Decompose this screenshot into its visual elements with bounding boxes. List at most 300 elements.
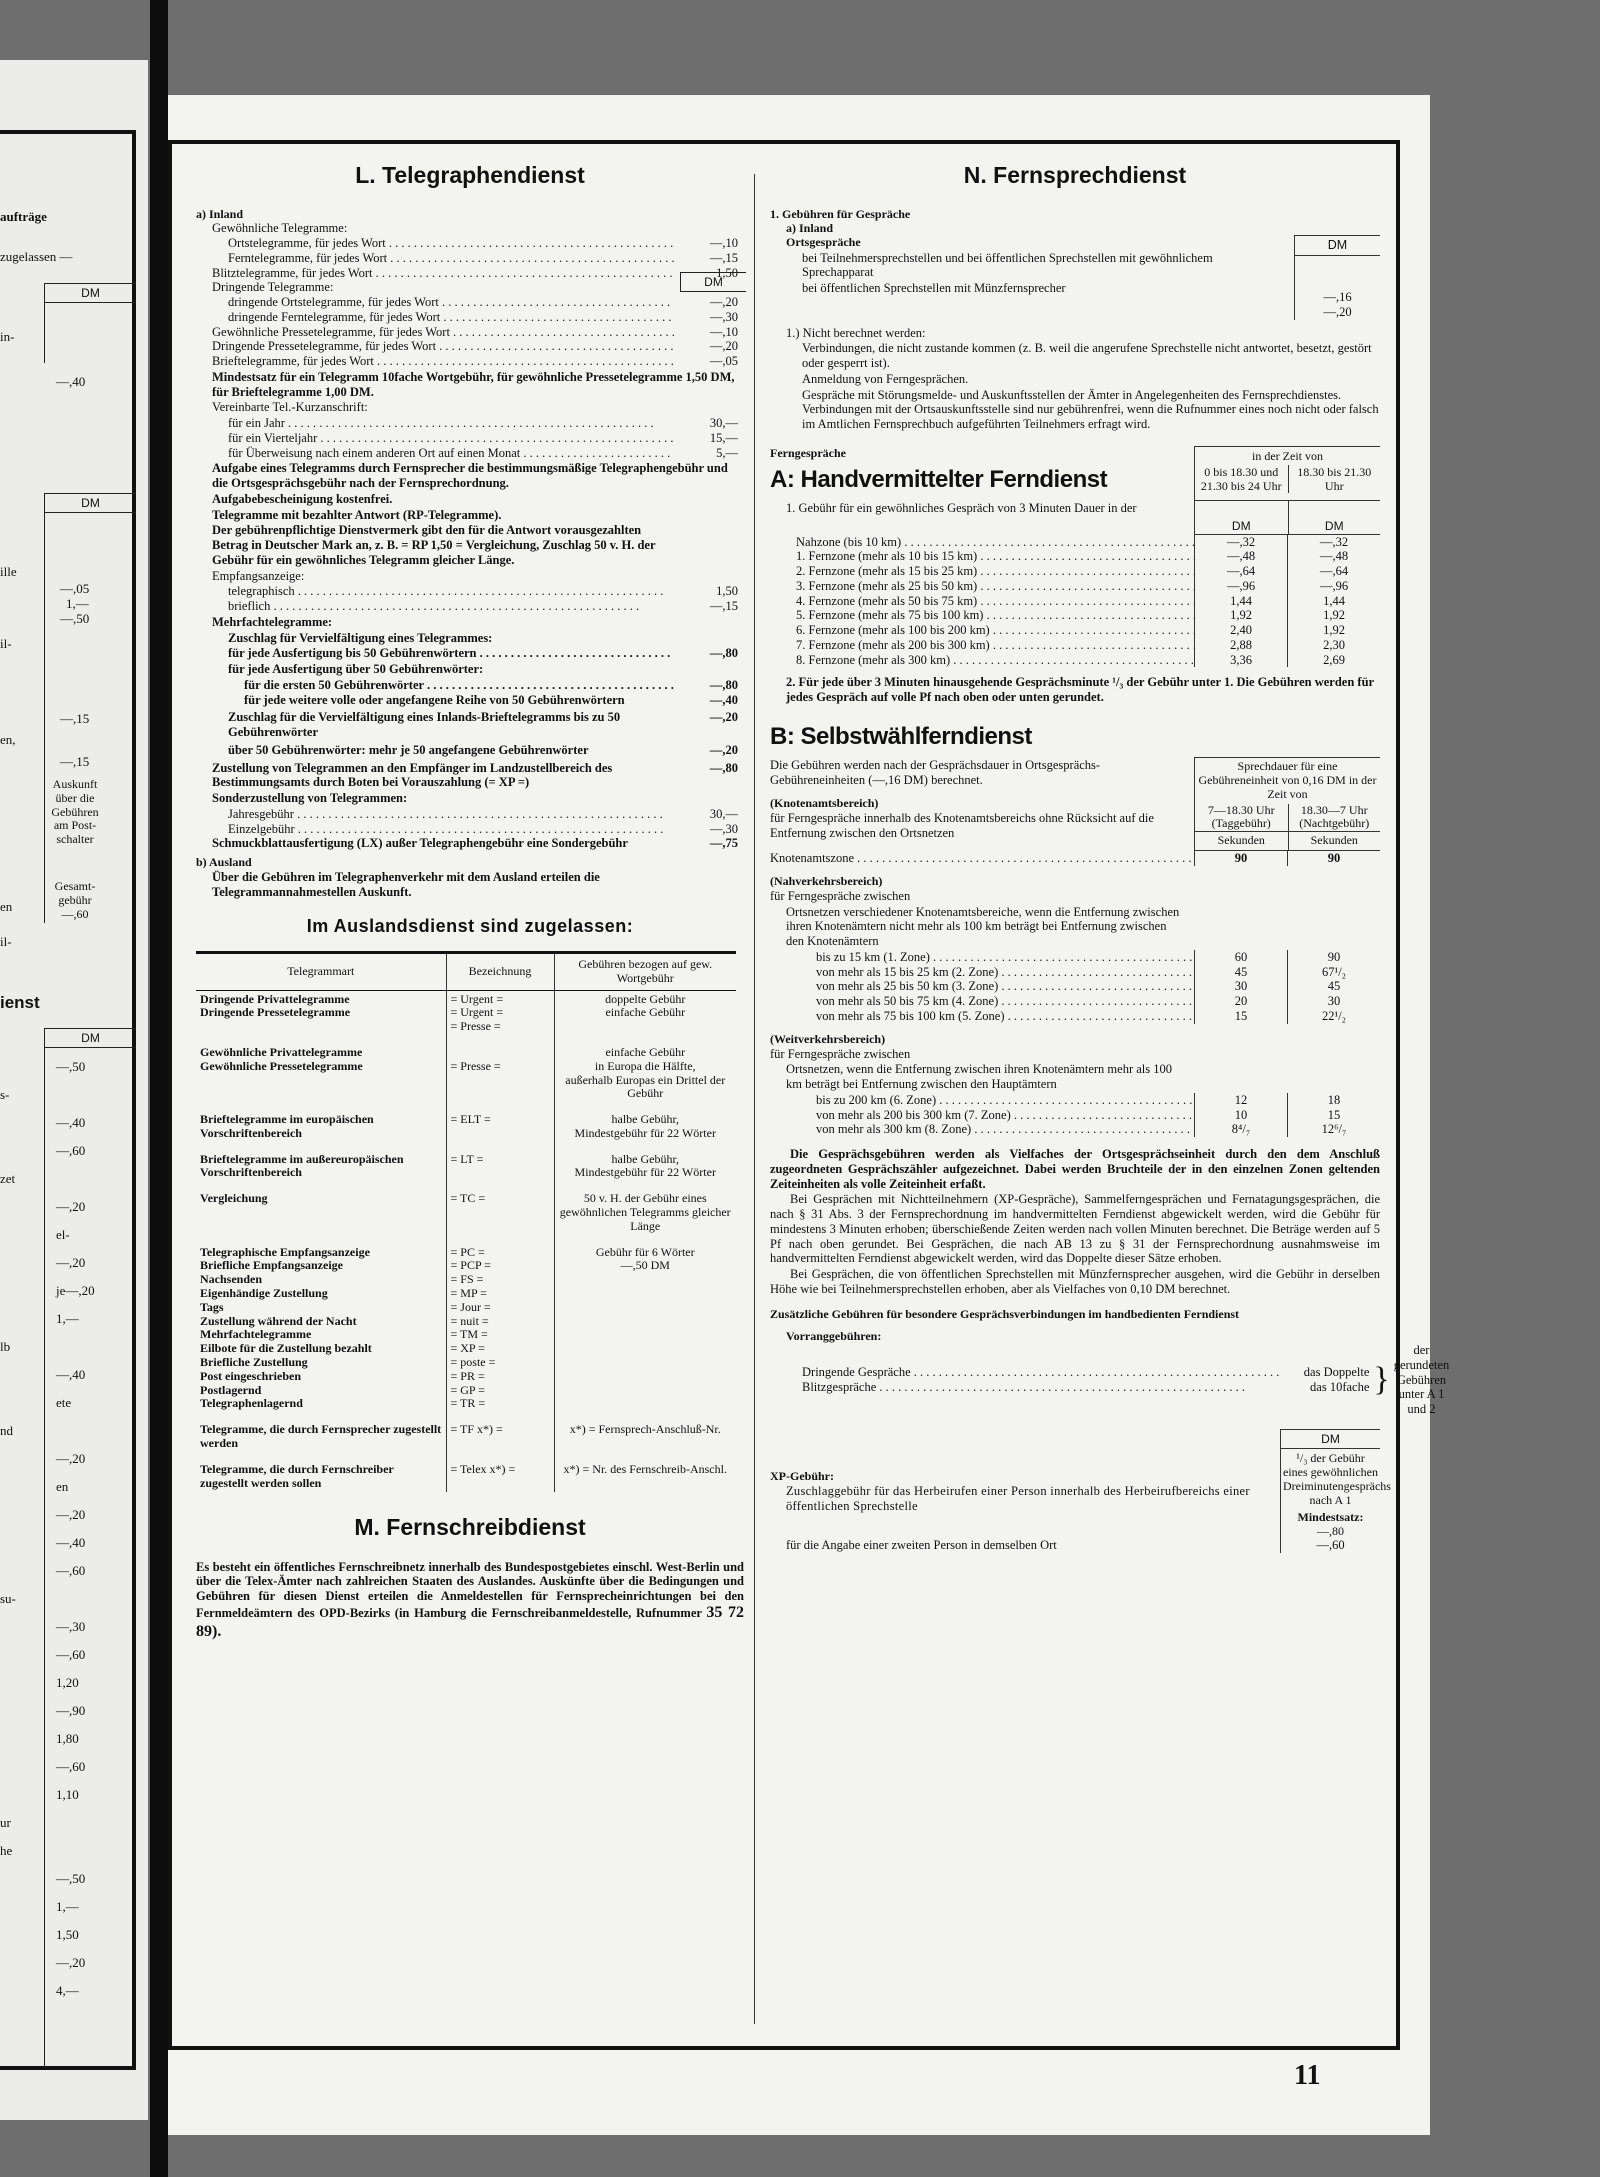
gap-cell (196, 1236, 446, 1244)
sprechdauer-col-2: 18.30—7 Uhr (Nachtgebühr) (1288, 804, 1381, 832)
zone-row (770, 579, 1380, 594)
table-cell: = ELT = (446, 1111, 554, 1143)
mehrfach-ueber-50: für jede Ausfertigung über 50 Gebührenwörter: (228, 662, 484, 677)
zeit-columns (1195, 465, 1380, 493)
rate-label: brieflich . . . (228, 599, 674, 614)
left-text: en (0, 899, 13, 914)
rate-value: 30,— (709, 806, 738, 821)
rate-row (196, 221, 744, 236)
left-value: —,40 (56, 1115, 86, 1130)
rate-label: Gewöhnliche Telegramme: (212, 221, 348, 236)
zone-row (770, 994, 1380, 1009)
left-value: —,20 (56, 1955, 86, 1970)
sprechdauer-heading: Sprechdauer für eine Gebühreneinheit von 0,16 DM in der Zeit von (1195, 757, 1380, 803)
rate-label: für die ersten 50 Gebührenwörter . . . (244, 678, 674, 693)
left-value: —,30 (56, 1619, 86, 1634)
gap-cell (446, 1413, 554, 1421)
left-value: —,20 (56, 1255, 86, 1270)
mindestsatz-label: Mindestsatz: (1297, 1509, 1364, 1524)
zeit-col-1: 0 bis 18.30 und 21.30 bis 24 Uhr (1200, 465, 1282, 494)
gap-cell (554, 1413, 736, 1421)
rate-value: —,60 (1280, 1538, 1380, 1553)
gap-cell (554, 1182, 736, 1190)
nicht-berechnet-3: Gespräche mit Störungsmelde- und Auskunftsstellen der Ämter in Angelegenheiten des Fernsprechdienstes. Verbindungen mit der Ortsauskunftsstelle sind nur gebührenfrei, wenn die Rufnummer eines noch nicht oder falsch im Amtlichen Fernsprechbuch aufgeführten Teilnehmers erfragt wird. (802, 387, 1379, 432)
zone-label: bis zu 15 km (1. Zone) . . . (770, 950, 1194, 965)
zone-intro: 1. Gebühr für ein gewöhnliches Gespräch von 3 Minuten Dauer in der (786, 501, 1137, 516)
rate-label: für die Angabe einer zweiten Person in demselben Ort (786, 1537, 1057, 1552)
zeit-heading: in der Zeit von (1252, 448, 1323, 463)
table-row (196, 1190, 736, 1235)
ortsgespraeche-values (1294, 235, 1380, 319)
zone-value: 90 (1287, 950, 1380, 965)
dm-headers (1194, 500, 1380, 534)
rate-value: 15,— (709, 430, 738, 445)
nahverkehr-text-2: Ortsnetzen verschiedener Knotenamtsbereiche, wenn die Entfernung zwischen ihren Knotenämtern nicht mehr als 100 km beträgt bei Entfernung zwischen den Knotenämtern (786, 904, 1180, 949)
left-text: in- (0, 329, 15, 344)
left-text: il- (0, 934, 12, 949)
rate-label: Dringende Pressetelegramme, für jedes Wort . . . (212, 339, 674, 354)
note-paragraph-2: Bei Gesprächen mit Nichtteilnehmern (XP-Gespräche), Sammelferngesprächen und Fernatagungsgesprächen, die nach § 31 Abs. 3 der Fernsprechordnung im handvermittelten Ferndienst abgewickelt werden, wird die Gebühr für mindestens 3 Minuten erhoben; überschießende Zeiten werden nach vollen Minuten berechnet. Die Beträge werden auf 5 Pf nach oben gerundet. Bei Gesprächen, die nach AB 13 zu § 31 der Fernsprechordnung ausnahmsweise im handvermittelten Ferndienst abgewickelt werden, wird das Doppelte dieser Sätze erhoben. (770, 1192, 1380, 1266)
xp-values (1280, 1429, 1391, 1538)
section-title-fernsprechdienst: N. Fernsprechdienst (963, 162, 1187, 188)
zone-value: —,48 (1194, 549, 1287, 564)
left-value: 4,— (56, 1983, 79, 1998)
knotenamt-heading: (Knotenamtsbereich) (770, 795, 879, 810)
table-row (196, 990, 736, 1036)
zusatzminute-text: 2. Für jede über 3 Minuten hinausgehende Gesprächsminute ¹/₃ der Gebühr unter 1. Die Gebühren werden für jedes Gespräch auf volle Pf nach oben oder unten gerundet. (786, 675, 1374, 705)
zone-value: —,32 (1194, 535, 1287, 550)
left-value: —,90 (56, 1703, 86, 1718)
zone-row (770, 549, 1380, 564)
fernschreib-text (196, 1560, 744, 1642)
fernschreib-number: 35 72 89). (196, 1603, 745, 1640)
selbstwaehl-text (770, 757, 1194, 851)
left-text: en, (0, 732, 16, 747)
table-cell: = Telex x*) = (446, 1461, 554, 1493)
zone-value: 67¹/₂ (1287, 965, 1380, 980)
zone-value: 15 (1194, 1009, 1287, 1024)
table-row (196, 1461, 736, 1493)
zone-value: 1,92 (1194, 608, 1287, 623)
left-value: el- (56, 1227, 70, 1242)
rate-label: dringende Ortstelegramme, für jedes Wort . . . (228, 295, 674, 310)
zone-value: 22¹/₂ (1287, 1009, 1380, 1024)
nicht-berechnet-2: Anmeldung von Ferngesprächen. (802, 371, 969, 386)
rate-label: Brieftelegramme, für jedes Wort . . . (212, 354, 674, 369)
selbstwaehlferndienst-title: B: Selbstwählferndienst (770, 722, 1032, 750)
left-value: 1,— (56, 1899, 79, 1914)
rate-value: —,80 (709, 646, 738, 661)
table-cell: Gewöhnliche Privattelegramme Gewöhnliche Pressetelegramme (200, 1044, 363, 1073)
rate-label: für ein Vierteljahr . . . (228, 431, 674, 446)
telegram-rates (196, 221, 744, 369)
vorrang-value: das Doppelte (1303, 1365, 1370, 1380)
column-divider (754, 174, 755, 2024)
table-cell: x*) = Nr. des Fernschreib-Anschl. (554, 1461, 736, 1493)
left-value: —,40 (56, 374, 86, 389)
rate-row (196, 431, 744, 446)
document-page (168, 95, 1450, 2135)
sekunden-header: Sekunden (1217, 833, 1265, 848)
mehrfach-zuschlag: Zuschlag für Vervielfältigung eines Telegrammes: (228, 630, 493, 645)
knotenamt-text: für Ferngespräche innerhalb des Knotenamtsbereichs ohne Rücksicht auf die Entfernung zwischen den Ortsnetzen (770, 810, 1154, 840)
knotenamt-row (770, 851, 1380, 866)
rate-label: Knotenamtszone . . . (770, 851, 1194, 866)
zone-value: 2,69 (1287, 653, 1380, 668)
left-value: 1,— (66, 596, 89, 611)
aufgabe-text: Aufgabe eines Telegramms durch Fernsprecher die bestimmungsmäßige Telegraphengebühr und die Ortsgesprächsgebühr nach der Fernsprechordnung. (212, 461, 728, 491)
zone-value: 45 (1194, 965, 1287, 980)
left-value: —,60 (56, 1647, 86, 1662)
rate-row (196, 446, 744, 461)
rate-value: —,80 (1317, 1523, 1344, 1538)
section-title-telegraphendienst: L. Telegraphendienst (355, 162, 585, 188)
table-cell: 50 v. H. der Gebühr eines gewöhnlichen Telegramms gleicher Länge (554, 1190, 736, 1235)
rate-row (196, 584, 744, 599)
left-text: he (0, 1843, 13, 1858)
left-text: su- (0, 1591, 16, 1606)
left-text: nd (0, 1423, 13, 1438)
left-text: lb (0, 1339, 11, 1354)
left-value: —,20 (56, 1199, 86, 1214)
selbstwaehl-block (770, 757, 1380, 851)
left-text: ille (0, 564, 17, 579)
zone-label: 5. Fernzone (mehr als 75 bis 100 km) . . . (770, 608, 1194, 623)
previous-page-fragment (0, 60, 148, 2120)
vorrang-row (770, 1380, 1369, 1395)
zone-value: 30 (1194, 979, 1287, 994)
rate-value: —,20 (709, 710, 738, 725)
rate-label: Schmuckblattausfertigung (LX) außer Telegraphengebühr eine Sondergebühr (212, 836, 628, 851)
left-value: ete (56, 1395, 72, 1410)
zeit-header (1194, 446, 1380, 500)
zone-value: —,32 (1287, 535, 1380, 550)
table-row (196, 1111, 736, 1143)
table-gap (196, 1236, 736, 1244)
rate-label: Gewöhnliche Pressetelegramme, für jedes Wort . . . (212, 325, 674, 340)
rate-label: über 50 Gebührenwörter: mehr je 50 angefangene Gebührenwörter (228, 742, 589, 757)
ortsgespraeche-item: bei öffentlichen Sprechstellen mit Münzfernsprecher (802, 281, 1066, 296)
inland-heading: a) Inland (786, 221, 834, 236)
left-value: —,50 (56, 1871, 86, 1886)
kurzanschrift-rates (196, 416, 744, 460)
zone-label: 7. Fernzone (mehr als 200 bis 300 km) . . . (770, 638, 1194, 653)
nahverkehr-text-1: für Ferngespräche zwischen (770, 888, 911, 903)
zone-value: 1,44 (1287, 594, 1380, 609)
zone-value: 8⁴/₇ (1194, 1122, 1287, 1137)
zone-row (770, 1009, 1380, 1024)
gap-cell (554, 1036, 736, 1044)
rate-label: Ortstelegramme, für jedes Wort . . . (228, 236, 674, 251)
rate-label: Dringende Telegramme: (212, 280, 334, 295)
ausland-heading: b) Ausland (196, 855, 252, 870)
gap-cell (196, 1036, 446, 1044)
zweite-person-row (770, 1538, 1380, 1553)
table-cell: Telegramme, die durch Fernschreiber zugestellt werden sollen (200, 1461, 394, 1490)
table-row (196, 1421, 736, 1453)
zone-row (770, 979, 1380, 994)
rate-value: —,80 (709, 677, 738, 692)
rate-row (196, 280, 744, 295)
left-value: —,20 (56, 1451, 86, 1466)
zone-labels (770, 500, 1194, 534)
gap-cell (554, 1453, 736, 1461)
table-cell: = TC = (446, 1190, 554, 1235)
zone-value: 10 (1194, 1108, 1287, 1123)
table-cell: halbe Gebühr, Mindestgebühr für 22 Wörter (554, 1151, 736, 1183)
left-dm-header: DM (45, 1028, 136, 1048)
table-cell: einfache Gebühr in Europa die Hälfte, außerhalb Europas ein Drittel der Gebühr (554, 1044, 736, 1103)
zone-row (770, 638, 1380, 653)
zone-label: 2. Fernzone (mehr als 15 bis 25 km) . . . (770, 564, 1194, 579)
table-cell: = TF x*) = (446, 1421, 554, 1453)
table-gap (196, 1413, 736, 1421)
left-gesamt-note: Gesamt-gebühr —,60 (54, 879, 96, 921)
zustellung-row (196, 761, 744, 791)
page-frame (168, 140, 1450, 2050)
zone-row (770, 564, 1380, 579)
rate-label: Blitztelegramme, für jedes Wort . . . (212, 266, 674, 281)
left-dm-box (44, 493, 136, 923)
rate-label: dringende Ferntelegramme, für jedes Wort . . . (228, 310, 674, 325)
gap-cell (196, 1453, 446, 1461)
right-column (770, 144, 1450, 1553)
nicht-berechnet-heading: 1.) Nicht berechnet werden: (786, 325, 926, 340)
left-dm-header: DM (45, 493, 136, 513)
table-gap (196, 1143, 736, 1151)
table-cell: Brieftelegramme im außereuropäischen Vorschriftenbereich (200, 1151, 404, 1180)
auslandsdienst-table (196, 951, 736, 1493)
left-dm-header: DM (45, 283, 136, 303)
zeit-col-2: 18.30 bis 21.30 Uhr (1288, 465, 1381, 493)
sekunden-header: Sekunden (1288, 832, 1381, 850)
nahverkehr-rows (770, 950, 1380, 1024)
rate-value: —,10 (709, 236, 738, 251)
empfangsanzeige-rates (196, 584, 744, 614)
zone-label: Nahzone (bis 10 km) . . . (770, 535, 1194, 550)
rate-label: für jede Ausfertigung bis 50 Gebührenwörtern . . . (228, 646, 674, 661)
note-paragraph-3: Bei Gesprächen, die von öffentlichen Sprechstellen mit Münzfernsprecher ausgehen, wird die Gebühr in derselben Höhe wie bei Teilnehmersprechstellen erhoben, aber als Vielfaches von 0,10 DM berechnet. (770, 1267, 1380, 1296)
left-value: en (56, 1479, 69, 1494)
table-cell: = PC = = PCP = = FS = = MP = = Jour = = nuit = = TM = = XP = = poste = = PR = = GP = = TR = (446, 1244, 554, 1414)
sonderzustellung-rates (196, 807, 744, 837)
column-header: Gebühren bezogen auf gew. Wortgebühr (554, 952, 736, 990)
mehrfach-row (196, 678, 744, 693)
rate-row (196, 354, 744, 369)
left-value: —,50 (60, 611, 90, 626)
left-text: ur (0, 1815, 11, 1830)
rate-value: —,20 (709, 295, 738, 310)
zone-value: 1,44 (1194, 594, 1287, 609)
sonderzustellung-heading: Sonderzustellung von Telegrammen: (212, 791, 408, 806)
left-column (196, 144, 744, 1643)
rate-label: Zustellung von Telegrammen an den Empfänger im Landzustellbereich des Bestimmungsamts durch Boten bei Vorauszahlung (= XP =) (212, 760, 613, 790)
zusaetzliche-gebuehren-heading: Zusätzliche Gebühren für besondere Gesprächsverbindungen im handbedienten Ferndienst (770, 1306, 1240, 1321)
gap-cell (554, 1103, 736, 1111)
rate-value: 30,— (709, 416, 738, 431)
table-gap (196, 1103, 736, 1111)
selbstwaehl-intro: Die Gebühren werden nach der Gesprächsdauer in Ortsgesprächs-Gebühreneinheiten (—,16 DM) berechnet. (770, 758, 1101, 787)
brieftelegramm-zuschlag-row (196, 710, 744, 740)
dienstvermerk-text: Der gebührenpflichtige Dienstvermerk gibt den für die Antwort vorausgezahlten Betrag in Deutscher Mark an, z. B. = RP 1,50 = Vergleichung, Zuschlag 50 v. H. der Gebühr für ein gewöhnliches Telegramm gleicher Länge. (212, 523, 656, 567)
zone-value: 12 (1194, 1093, 1287, 1108)
section-title-fernschreibdienst: M. Fernschreibdienst (354, 1514, 586, 1541)
zone-value: —,96 (1194, 579, 1287, 594)
zone-value: 1,92 (1287, 623, 1380, 638)
mehrfach-row (196, 646, 744, 661)
rate-value: —,40 (709, 692, 738, 707)
zone-label: von mehr als 300 km (8. Zone) . . . (770, 1122, 1194, 1137)
rp-telegramme-text: Telegramme mit bezahlter Antwort (RP-Telegramme). (212, 507, 502, 522)
zone-value: 15 (1287, 1108, 1380, 1123)
table-cell: = Urgent = = Urgent = = Presse = (446, 990, 554, 1036)
ferngespraeche-heading: Ferngespräche (770, 445, 846, 460)
rate-value: —,80 (709, 760, 738, 775)
weitverkehr-heading: (Weitverkehrsbereich) (770, 1031, 886, 1046)
left-value: —,50 (56, 1059, 86, 1074)
sprechdauer-header (1194, 757, 1380, 851)
mehrfachtelegramme-heading: Mehrfachtelegramme: (212, 614, 333, 629)
table-cell: x*) = Fernsprech-Anschluß-Nr. (554, 1421, 736, 1453)
dm-column-header: DM (1288, 500, 1381, 534)
rate-label: telegraphisch . . . (228, 584, 674, 599)
left-value: —,60 (56, 1143, 86, 1158)
vorrang-note: der gerundeten Gebühren unter A 1 und 2 (1393, 1343, 1450, 1417)
table-row (196, 1244, 736, 1414)
rate-row (196, 236, 744, 251)
left-text: s- (0, 1087, 10, 1102)
zone-label: von mehr als 25 bis 50 km (3. Zone) . . . (770, 979, 1194, 994)
ortsgespraeche-block (770, 235, 1380, 319)
rate-value: —,05 (709, 354, 738, 369)
zone-label: von mehr als 15 bis 25 km (2. Zone) . . . (770, 965, 1194, 980)
left-value: —,60 (56, 1759, 86, 1774)
gap-cell (446, 1103, 554, 1111)
xp-block (770, 1429, 1391, 1538)
left-value: 1,20 (56, 1675, 79, 1690)
gebuehren-heading: 1. Gebühren für Gespräche (770, 207, 911, 222)
left-value: —,15 (60, 711, 90, 726)
column-header: Telegrammart (196, 952, 446, 990)
rate-value: —,20 (709, 742, 738, 757)
table-cell: Telegramme, die durch Fernsprecher zugestellt werden (200, 1422, 442, 1451)
table-gap (196, 1453, 736, 1461)
zone-label: 1. Fernzone (mehr als 10 bis 15 km) . . . (770, 549, 1194, 564)
mindestsatz-text: Mindestsatz für ein Telegramm 10fache Wortgebühr, für gewöhnliche Pressetelegramme 1,50 DM, für Brieftelegramme 1,00 DM. (212, 369, 735, 399)
zone-value: 30 (1287, 994, 1380, 1009)
xp-text: Zuschlaggebühr für das Herbeirufen einer Person innerhalb des Herbeirufbereichs einer öffentlichen Sprechstelle (786, 1483, 1250, 1513)
table-cell: Gebühr für 6 Wörter —,50 DM (554, 1244, 736, 1414)
rate-value: —,30 (709, 821, 738, 836)
zone-value: —,64 (1287, 564, 1380, 579)
zone-value: 2,88 (1194, 638, 1287, 653)
zone-label: von mehr als 50 bis 75 km (4. Zone) . . . (770, 994, 1194, 1009)
left-value: —,15 (60, 754, 90, 769)
gap-cell (196, 1103, 446, 1111)
vorrang-label: Blitzgespräche . . . (802, 1380, 1279, 1395)
rate-value: —,15 (709, 599, 738, 614)
rate-value: 90 (1194, 851, 1287, 866)
rate-label: für ein Jahr . . . (228, 416, 674, 431)
fernschreib-body: Es besteht ein öffentliches Fernschreibnetz innerhalb des Bundespostgebietes einschl. West-Berlin und über die Telex-Ämter nach zahlreichen Staaten des Auslandes. Auskünfte über die Bedingungen und Gebühren für diesen Dienst erteilen die Anmeldestellen für Fernsprecheinrichtungen bei den Fernmeldeämtern des OPD-Bezirks (in Hamburg die Fernschreibanmeldestelle, Rufnummer (196, 1559, 744, 1620)
table-cell: = Presse = (446, 1044, 554, 1103)
kurzanschrift-heading: Vereinbarte Tel.-Kurzanschrift: (212, 400, 368, 415)
schmuckblatt-row (196, 836, 744, 851)
dm-column-header: DM (1295, 235, 1380, 256)
zone-row (770, 608, 1380, 623)
rate-label: für jede weitere volle oder angefangene Reihe von 50 Gebührenwörtern (244, 692, 625, 707)
zone-value: 3,36 (1194, 653, 1287, 668)
handvermittelter-ferndienst-title: A: Handvermittelter Ferndienst (770, 466, 1108, 494)
zone-row (770, 950, 1380, 965)
zone-table-wrap (770, 500, 1380, 534)
rate-row (196, 251, 744, 266)
vorrang-label: Dringende Gespräche . . . (802, 1365, 1279, 1380)
left-value: —,20 (56, 1507, 86, 1522)
gap-cell (196, 1182, 446, 1190)
vorrang-value: das 10fache (1310, 1379, 1370, 1394)
table-row (196, 1044, 736, 1103)
zone-row (770, 1093, 1380, 1108)
ausland-text: Über die Gebühren im Telegraphenverkehr mit dem Ausland erteilen die Telegrammannahmestellen Auskunft. (212, 870, 600, 899)
zone-row (770, 1122, 1380, 1137)
left-value: —,40 (56, 1535, 86, 1550)
rate-row (196, 310, 744, 325)
rate-row (196, 325, 744, 340)
left-auskunft-note: Auskunft über die Gebühren am Post-schalter (51, 777, 99, 847)
zone-label: bis zu 200 km (6. Zone) . . . (770, 1093, 1194, 1108)
zone-row (770, 1108, 1380, 1123)
mehrfach-row (196, 693, 744, 708)
vorranggebuehren-heading: Vorranggebühren: (786, 1328, 882, 1343)
table-cell: doppelte Gebühr einfache Gebühr (554, 990, 736, 1036)
vorrang-block (770, 1343, 1450, 1417)
zone-value: —,96 (1287, 579, 1380, 594)
gap-cell (446, 1453, 554, 1461)
weitverkehr-text-1: für Ferngespräche zwischen (770, 1046, 911, 1061)
rate-row (196, 339, 744, 354)
gap-cell (554, 1236, 736, 1244)
left-section-heading: ienst (0, 993, 40, 1012)
table-cell: Telegraphische Empfangsanzeige Briefliche Empfangsanzeige Nachsenden Eigenhändige Zustellung Tags Zustellung während der Nacht Mehrfachtelegramme Eilbote für die Zustellung bezahlt Briefliche Zustellung Post eingeschrieben Postlagernd Telegraphenlagernd (200, 1244, 372, 1411)
table-cell: Brieftelegramme im europäischen Vorschriftenbereich (200, 1112, 374, 1140)
weitverkehr-text-2: Ortsnetzen, wenn die Entfernung zwischen ihren Knotenämtern mehr als 100 km beträgt bei Entfernung zwischen den Hauptämtern (786, 1062, 1172, 1092)
xp-note: ¹/₃ der Gebühr eines gewöhnlichen Dreiminutengesprächs nach A 1 (1283, 1450, 1391, 1508)
left-value: 1,10 (56, 1787, 79, 1802)
zone-row (770, 623, 1380, 638)
table-gap (196, 1036, 736, 1044)
nicht-berechnet-1: Verbindungen, die nicht zustande kommen (z. B. weil die angerufene Sprechstelle nicht antwortet, besetzt, gestört oder gesperrt ist). (802, 341, 1372, 371)
left-value: —,40 (56, 1367, 86, 1382)
rate-value: —,10 (709, 324, 738, 339)
table-cell: Vergleichung (200, 1191, 268, 1206)
left-value: 1,80 (56, 1731, 79, 1746)
table-cell: Dringende Privattelegramme Dringende Pressetelegramme (200, 991, 351, 1020)
gap-cell (446, 1182, 554, 1190)
left-text: il- (0, 636, 12, 651)
zone-value: 20 (1194, 994, 1287, 1009)
ortsgespraeche-item: bei Teilnehmersprechstellen und bei öffentlichen Sprechstellen mit gewöhnlichem Sprechapparat (802, 250, 1213, 280)
zone-value: —,64 (1194, 564, 1287, 579)
auslandsdienst-heading: Im Auslandsdienst sind zugelassen: (306, 915, 634, 936)
rate-value: —,30 (709, 309, 738, 324)
zone-value: —,48 (1287, 549, 1380, 564)
sprechdauer-columns (1195, 804, 1380, 832)
page-number: 11 (1294, 2060, 1321, 2091)
zone-value: 12⁶/₇ (1287, 1122, 1380, 1137)
left-value: —,05 (60, 581, 90, 596)
vorrang-rows (770, 1365, 1369, 1395)
